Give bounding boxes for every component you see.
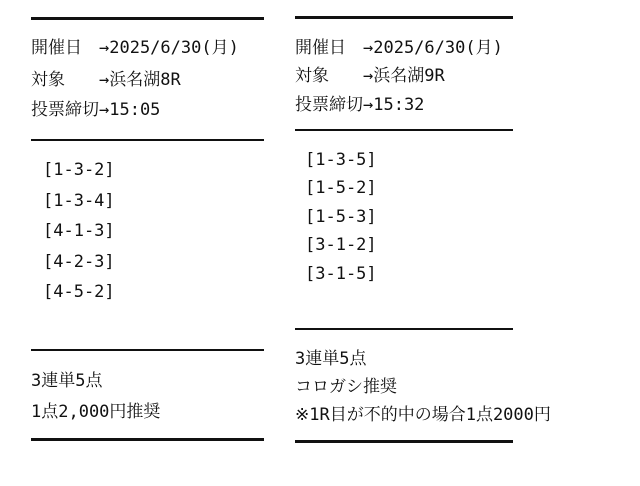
pick-item: [4-5-2] bbox=[43, 282, 115, 302]
bottom-rule bbox=[295, 440, 513, 443]
pick-item: [1-5-2] bbox=[305, 178, 377, 198]
race-target: 対象 →浜名湖8R bbox=[31, 70, 181, 90]
top-rule bbox=[295, 16, 513, 19]
bet-note: ※1R目が不的中の場合1点2000円 bbox=[295, 405, 551, 425]
race-date: 開催日 →2025/6/30(月) bbox=[31, 38, 239, 58]
footer-divider bbox=[31, 349, 264, 351]
pick-item: [1-5-3] bbox=[305, 207, 377, 227]
race-deadline: 投票締切→15:05 bbox=[31, 100, 161, 120]
bet-type: 3連単5点 bbox=[295, 349, 367, 369]
bet-recommendation: コロガシ推奨 bbox=[295, 377, 397, 397]
bet-type: 3連単5点 bbox=[31, 371, 103, 391]
header-divider bbox=[295, 129, 513, 131]
bet-amount: 1点2,000円推奨 bbox=[31, 402, 161, 422]
header-divider bbox=[31, 139, 264, 141]
pick-item: [3-1-2] bbox=[305, 235, 377, 255]
race-deadline: 投票締切→15:32 bbox=[295, 95, 425, 115]
pick-item: [1-3-4] bbox=[43, 191, 115, 211]
top-rule bbox=[31, 17, 264, 20]
pick-item: [1-3-5] bbox=[305, 150, 377, 170]
footer-divider bbox=[295, 328, 513, 330]
pick-item: [4-1-3] bbox=[43, 221, 115, 241]
pick-item: [4-2-3] bbox=[43, 252, 115, 272]
bottom-rule bbox=[31, 438, 264, 441]
race-target: 対象 →浜名湖9R bbox=[295, 66, 445, 86]
race-date: 開催日 →2025/6/30(月) bbox=[295, 38, 503, 58]
pick-item: [1-3-2] bbox=[43, 160, 115, 180]
pick-item: [3-1-5] bbox=[305, 264, 377, 284]
